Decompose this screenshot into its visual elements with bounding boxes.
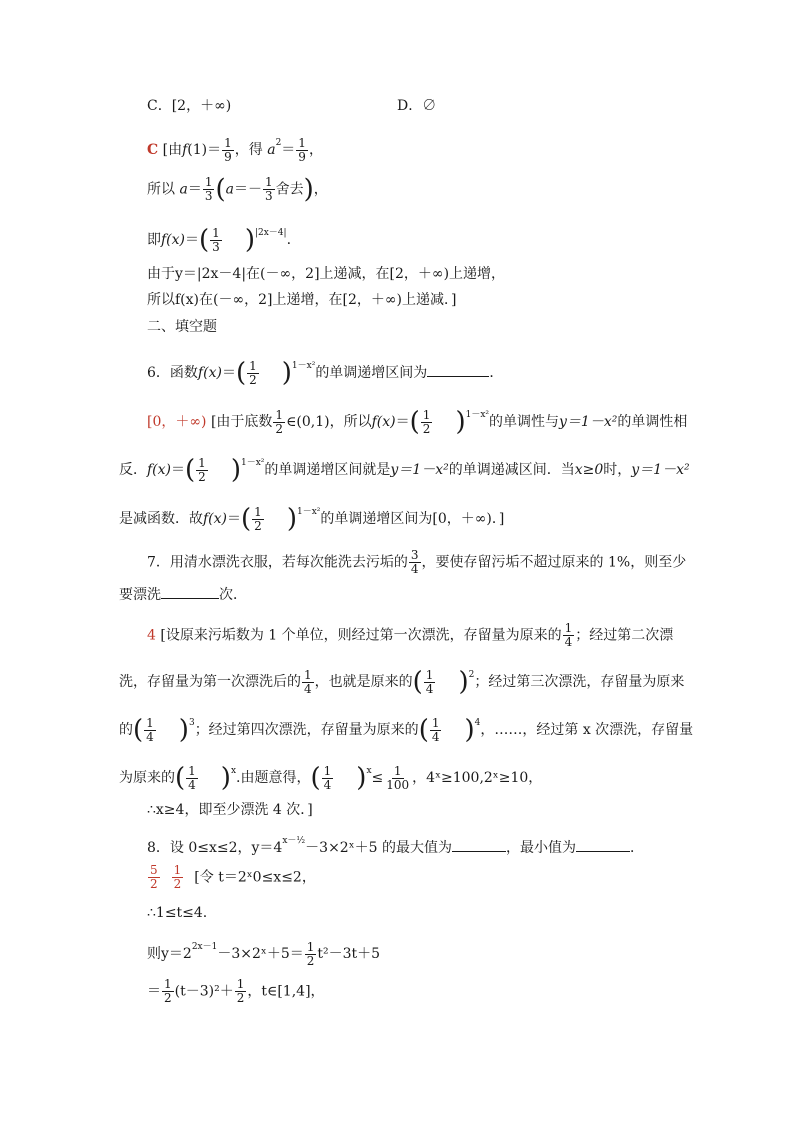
text: x≥0	[574, 462, 604, 478]
text: f(x)	[147, 462, 172, 478]
text: －3×2ˣ＋5＝	[217, 946, 304, 962]
denominator: 3	[212, 239, 220, 254]
text: a	[225, 181, 234, 198]
denominator: 2	[306, 953, 315, 968]
text: f	[182, 142, 188, 158]
text: 的单调递增区间就是	[264, 462, 391, 478]
text: ＝	[147, 983, 161, 1000]
text: 的单调性相	[617, 414, 688, 430]
text: －3×2ˣ＋5 的最大值为	[305, 840, 453, 856]
text: y＝1－x²	[390, 462, 449, 478]
q6-explanation-line-1	[147, 405, 687, 436]
left-paren: (	[185, 455, 196, 485]
left-paren: (	[199, 225, 210, 255]
denominator: 4	[564, 635, 573, 649]
text: 次．	[219, 587, 247, 603]
q7-answer: 4	[147, 627, 156, 644]
fraction	[421, 409, 433, 436]
text: 的	[119, 722, 133, 738]
numerator: 1	[422, 407, 431, 422]
text: [设原来污垢数为 1 个单位，则经过第一次漂洗，存留量为原来的	[160, 627, 562, 644]
text: 是减函数．故	[119, 511, 203, 527]
text: ，t∈[1,4]，	[247, 983, 325, 1000]
text: ；经过第二次漂	[575, 627, 674, 644]
superscript: 1－x²	[465, 410, 490, 420]
numerator: 1	[431, 715, 440, 730]
q7-explanation-line-2	[119, 665, 684, 696]
text: [令 t＝2ˣ0≤x≤2，	[194, 869, 316, 886]
text: ＝	[227, 511, 242, 527]
denominator: 4	[425, 681, 434, 696]
text: 时，	[603, 462, 632, 478]
right-paren: )	[455, 407, 466, 437]
text: 的单调递增区间为[0，＋∞)．]	[320, 511, 505, 527]
q5-solution-line-2	[147, 176, 328, 203]
text: ＝	[185, 232, 200, 248]
denominator: 2	[236, 991, 245, 1005]
fraction	[302, 669, 314, 696]
text: t²－3t＋5	[317, 946, 381, 962]
superscript: 1－x²	[291, 361, 316, 371]
text: 即	[147, 232, 161, 248]
right-paren: )	[356, 763, 367, 793]
fraction	[235, 978, 247, 1005]
text: 的单调性与	[489, 414, 560, 430]
text: a	[179, 181, 188, 198]
text: ；经过第三次漂洗，存留量为原来	[474, 674, 685, 690]
fraction	[222, 137, 234, 164]
right-paren: )	[303, 174, 314, 205]
q8-max-answer	[148, 864, 160, 891]
fraction	[247, 360, 259, 387]
text: ∈(0,1)，所以	[286, 414, 372, 430]
fraction	[196, 457, 208, 484]
numerator: 1	[173, 863, 182, 877]
text: f(x)	[371, 414, 396, 430]
denominator: 2	[254, 518, 262, 533]
text: 要漂洗	[119, 587, 161, 603]
superscript: 2	[275, 138, 282, 148]
text: ＝	[221, 365, 236, 381]
fraction	[305, 941, 317, 968]
text: (t－3)²＋	[174, 983, 234, 1000]
text: ．	[489, 365, 504, 381]
text: 反．	[119, 462, 147, 478]
superscript: 2x－1	[191, 942, 218, 952]
text: 则y＝2	[147, 946, 192, 962]
numerator: 1	[249, 358, 257, 373]
right-paren: )	[178, 715, 189, 745]
q5-solution-line-3	[147, 223, 291, 254]
text: 舍去	[275, 181, 304, 198]
text: [由	[162, 142, 183, 158]
denominator: 2	[150, 877, 158, 891]
q8-stem	[147, 831, 644, 858]
left-paren: (	[310, 763, 321, 793]
numerator: 1	[425, 667, 434, 682]
text: .由题意得，	[236, 770, 311, 786]
text: 6．函数	[147, 365, 198, 381]
left-paren: (	[133, 715, 144, 745]
option-c: C．[2，＋∞)	[147, 98, 232, 114]
text: ．	[630, 840, 645, 856]
text: ＝	[281, 142, 296, 158]
denominator: 2	[173, 877, 182, 891]
denominator: 4	[431, 729, 440, 744]
numerator: 1	[198, 455, 206, 470]
fraction	[252, 506, 264, 533]
answer-blank[interactable]	[427, 362, 489, 377]
numerator: 1	[275, 407, 284, 422]
text: y＝1－x²	[631, 462, 690, 478]
left-paren: (	[418, 715, 429, 745]
q5-solution-line-1	[147, 133, 323, 164]
denominator: 4	[188, 777, 196, 792]
right-paren: )	[220, 763, 231, 793]
text: ，要使存留污垢不超过原来的 1%，则至少	[421, 554, 687, 571]
text: y＝1－x²	[559, 414, 618, 430]
fraction	[186, 765, 198, 792]
numerator: 1	[254, 504, 262, 519]
right-paren: )	[244, 225, 255, 255]
left-paren: (	[241, 504, 252, 534]
superscript: 4	[474, 718, 481, 728]
left-paren: (	[235, 358, 247, 388]
right-paren: )	[281, 358, 292, 388]
numerator: 1	[146, 715, 154, 730]
text: ，最小值为	[506, 840, 577, 856]
denominator: 9	[298, 149, 306, 164]
numerator: 1	[236, 977, 245, 991]
denominator: 2	[422, 421, 431, 436]
q7-stem-line-2	[119, 584, 247, 605]
denominator: 2	[249, 372, 257, 387]
superscript: |2x－4|	[254, 228, 287, 238]
numerator: 1	[306, 939, 315, 954]
q6-answer: [0，＋∞)	[147, 414, 207, 430]
text: f(x)	[161, 232, 186, 248]
superscript: x－½	[282, 836, 306, 846]
q7-explanation-line-5: ∴x≥4，即至少漂洗 4 次．]	[147, 802, 313, 818]
fraction	[144, 717, 156, 744]
text: (1)＝	[187, 142, 222, 158]
fraction	[296, 137, 308, 164]
superscript: x	[366, 766, 372, 776]
denominator: 9	[224, 149, 232, 164]
superscript: 3	[188, 718, 195, 728]
fraction	[263, 176, 275, 203]
fraction	[409, 549, 421, 576]
answer-letter: C	[147, 142, 159, 158]
text: ，得	[234, 142, 268, 158]
right-paren: )	[464, 715, 475, 745]
q5-solution-line-5: 所以f(x)在(－∞，2]上递增，在[2，＋∞)上递减．]	[147, 292, 457, 308]
q7-explanation-line-4	[119, 761, 542, 792]
fraction	[210, 227, 222, 254]
fraction	[322, 765, 334, 792]
q7-explanation-line-3	[119, 713, 693, 744]
numerator: 1	[264, 175, 273, 189]
superscript: 1－x²	[240, 458, 265, 468]
fraction	[424, 669, 436, 696]
text: [由于底数	[210, 414, 273, 430]
numerator: 3	[410, 548, 419, 562]
left-paren: (	[412, 667, 423, 697]
text: ＝－	[233, 181, 262, 198]
right-paren: )	[458, 667, 469, 697]
q6-explanation-line-2	[119, 453, 690, 484]
max-answer-blank[interactable]	[452, 837, 506, 852]
q8-explanation-line-4	[147, 978, 325, 1005]
left-paren: (	[409, 407, 420, 437]
fraction	[563, 622, 575, 649]
denominator: 2	[164, 991, 172, 1005]
q6-stem	[147, 356, 503, 387]
text: ，4ˣ≥100,2ˣ≥10，	[412, 770, 543, 786]
text: f(x)	[203, 511, 228, 527]
text: a	[267, 142, 276, 158]
text: f(x)	[197, 365, 222, 381]
denominator: 4	[323, 777, 332, 792]
left-paren: (	[175, 763, 186, 793]
numerator: 5	[150, 863, 158, 877]
numerator: 1	[564, 621, 573, 635]
numerator: 1	[298, 135, 306, 150]
q8-explanation-line-1	[147, 864, 316, 891]
q8-explanation-line-3	[147, 937, 380, 968]
q7-explanation-line-1	[147, 622, 673, 649]
text: ，	[313, 181, 328, 198]
right-paren: )	[286, 504, 297, 534]
text: 洗，存留量为第一次漂洗后的	[119, 674, 301, 690]
q5-solution-line-4: 由于y＝|2x－4|在(－∞，2]上递减，在[2，＋∞)上递增，	[147, 266, 506, 282]
numerator: 1	[188, 763, 196, 778]
min-answer-blank[interactable]	[576, 837, 630, 852]
denominator: 2	[198, 469, 206, 484]
denominator: 4	[146, 729, 154, 744]
numerator: 1	[304, 667, 312, 682]
denominator: 100	[386, 777, 410, 792]
text: 为原来的	[119, 770, 175, 786]
text: ＝	[395, 414, 410, 430]
text: ＝	[171, 462, 186, 478]
text: ，……，经过第 x 次漂洗，存留量	[480, 722, 694, 738]
section-title: 二、填空题	[147, 319, 217, 335]
numerator: 1	[212, 225, 220, 240]
text: ，也就是原来的	[314, 674, 413, 690]
text: ＝	[187, 181, 202, 198]
left-paren: (	[215, 174, 226, 205]
denominator: 2	[275, 421, 284, 436]
denominator: 3	[204, 189, 213, 203]
text: ≤	[371, 770, 384, 786]
right-paren: )	[230, 455, 241, 485]
text: 所以	[147, 181, 180, 198]
q6-explanation-line-3	[119, 502, 504, 533]
fraction	[203, 176, 215, 203]
numerator: 1	[224, 135, 232, 150]
q7-stem-line-1	[147, 549, 686, 576]
denominator: 3	[264, 189, 273, 203]
text: 8．设 0≤x≤2，y＝4	[147, 840, 283, 856]
fraction	[162, 978, 174, 1005]
denominator: 4	[304, 681, 312, 696]
text: 的单调递增区间为	[315, 365, 428, 381]
text: .	[286, 232, 292, 248]
numerator: 1	[393, 763, 402, 778]
text: 的单调递减区间．当	[448, 462, 575, 478]
denominator: 4	[410, 562, 419, 576]
q8-min-answer	[172, 864, 184, 891]
fraction	[273, 409, 285, 436]
fraction	[384, 765, 411, 792]
text: ；经过第四次漂洗，存留量为原来的	[194, 722, 419, 738]
text: 7．用清水漂洗衣服，若每次能洗去污垢的	[147, 554, 408, 571]
superscript: x	[230, 766, 237, 776]
option-d: D．∅	[397, 98, 437, 114]
numerator: 1	[164, 977, 172, 991]
numerator: 1	[323, 763, 332, 778]
numerator: 1	[204, 175, 213, 189]
superscript: 1－x²	[296, 507, 321, 517]
answer-blank[interactable]	[161, 584, 219, 599]
q8-explanation-line-2: ∴1≤t≤4.	[147, 905, 208, 921]
superscript: 2	[468, 670, 475, 680]
text: ，	[308, 142, 323, 158]
fraction	[430, 717, 442, 744]
